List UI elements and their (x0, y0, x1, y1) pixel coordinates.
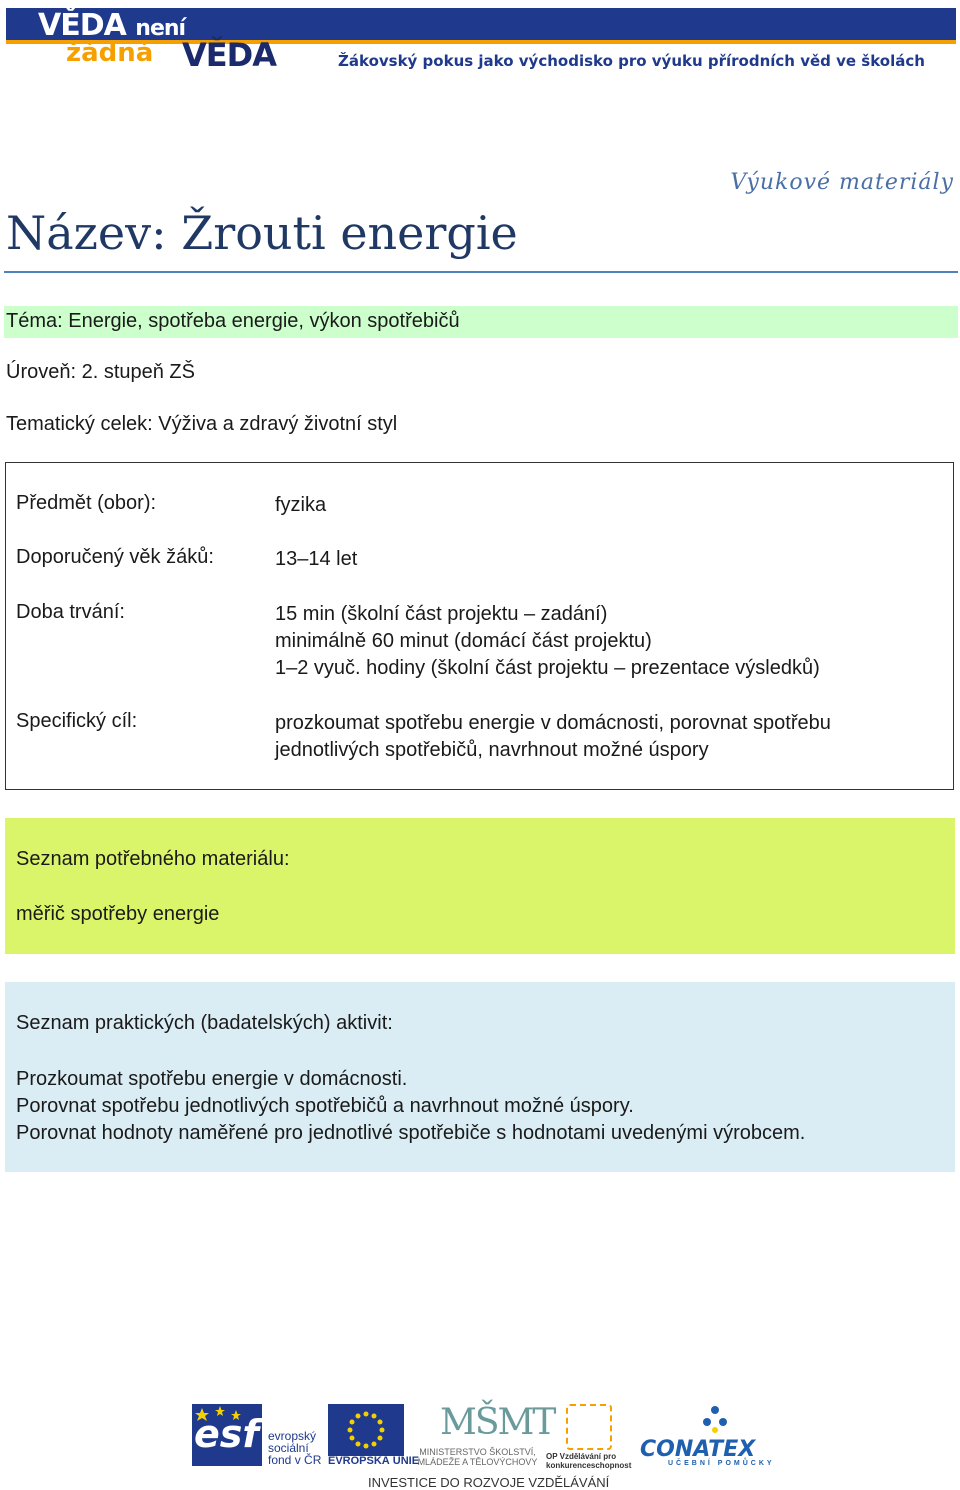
op-vzdelavani-logo (566, 1404, 612, 1450)
duration-line: minimálně 60 minut (domácí část projektu) (275, 630, 652, 652)
material-heading: Seznam potřebného materiálu: (16, 848, 290, 870)
eu-caption: EVROPSKÁ UNIE (328, 1455, 420, 1467)
age-label: Doporučený věk žáků: (16, 546, 214, 568)
goal-label: Specifický cíl: (16, 710, 138, 732)
duration-line: 15 min (školní část projektu – zadání) (275, 603, 608, 625)
subject-value: fyzika (275, 494, 327, 516)
activity-item: Prozkoumat spotřebu energie v domácnosti. (16, 1068, 408, 1090)
level-text: Úroveň: 2. stupeň ZŠ (6, 361, 195, 383)
page-title: Název: Žrouti energie (6, 206, 518, 260)
age-value: 13–14 let (275, 548, 358, 570)
eu-stars-icon (328, 1404, 404, 1456)
investice-caption: INVESTICE DO ROZVOJE VZDĚLÁVÁNÍ (368, 1475, 610, 1490)
duration-value (275, 601, 820, 682)
conatex-wordmark: CONATEX (640, 1437, 756, 1462)
material-box (5, 818, 955, 954)
esf-wordmark: esf (194, 1412, 259, 1456)
theme-text: Tematický celek: Výživa a zdravý životní styl (6, 413, 398, 435)
op-caption: OP Vzdělávání pro konkurenceschopnost (546, 1452, 632, 1470)
activity-item: Porovnat spotřebu jednotlivých spotřebičů a navrhnout možné úspory. (16, 1095, 634, 1117)
logo-word-veda-2: VĚDA (182, 36, 276, 74)
goal-line: jednotlivých spotřebičů, navrhnout možné úspory (275, 739, 709, 761)
goal-line: prozkoumat spotřebu energie v domácnosti, porovnat spotřebu (275, 712, 831, 734)
subject-label: Předmět (obor): (16, 492, 157, 514)
header-tagline: Žákovský pokus jako východisko pro výuku přírodních věd ve školách (338, 52, 925, 70)
goal-value (275, 710, 831, 764)
msmt-caption: MINISTERSTVO ŠKOLSTVÍ, MLÁDEŽE A TĚLOVÝCHOVY (417, 1447, 538, 1467)
conatex-molecule-icon (700, 1404, 730, 1434)
conatex-subtitle: UČEBNÍ POMŮCKY (668, 1460, 775, 1467)
material-item: měřič spotřeby energie (16, 903, 220, 925)
logo-word-zadna: žádná (66, 38, 154, 68)
activities-heading: Seznam praktických (badatelských) aktivit: (16, 1012, 393, 1034)
logo-word-veda: VĚDA (38, 8, 126, 43)
activities-list (16, 1066, 805, 1147)
document-subtitle: Výukové materiály (730, 170, 954, 195)
title-divider (4, 271, 958, 273)
topic-text: Téma: Energie, spotřeba energie, výkon spotřebičů (6, 310, 460, 332)
activity-item: Porovnat hodnoty naměřené pro jednotlivé spotřebiče s hodnotami uvedenými výrobcem. (16, 1122, 806, 1144)
duration-label: Doba trvání: (16, 601, 125, 623)
logo-word-neni: není (135, 16, 186, 41)
duration-line: 1–2 vyuč. hodiny (školní část projektu – prezentace výsledků) (275, 657, 820, 679)
msmt-logo: MŠMT (440, 1402, 555, 1443)
eu-flag-icon (328, 1404, 404, 1456)
esf-caption: evropský sociální fond v ČR (268, 1429, 322, 1467)
